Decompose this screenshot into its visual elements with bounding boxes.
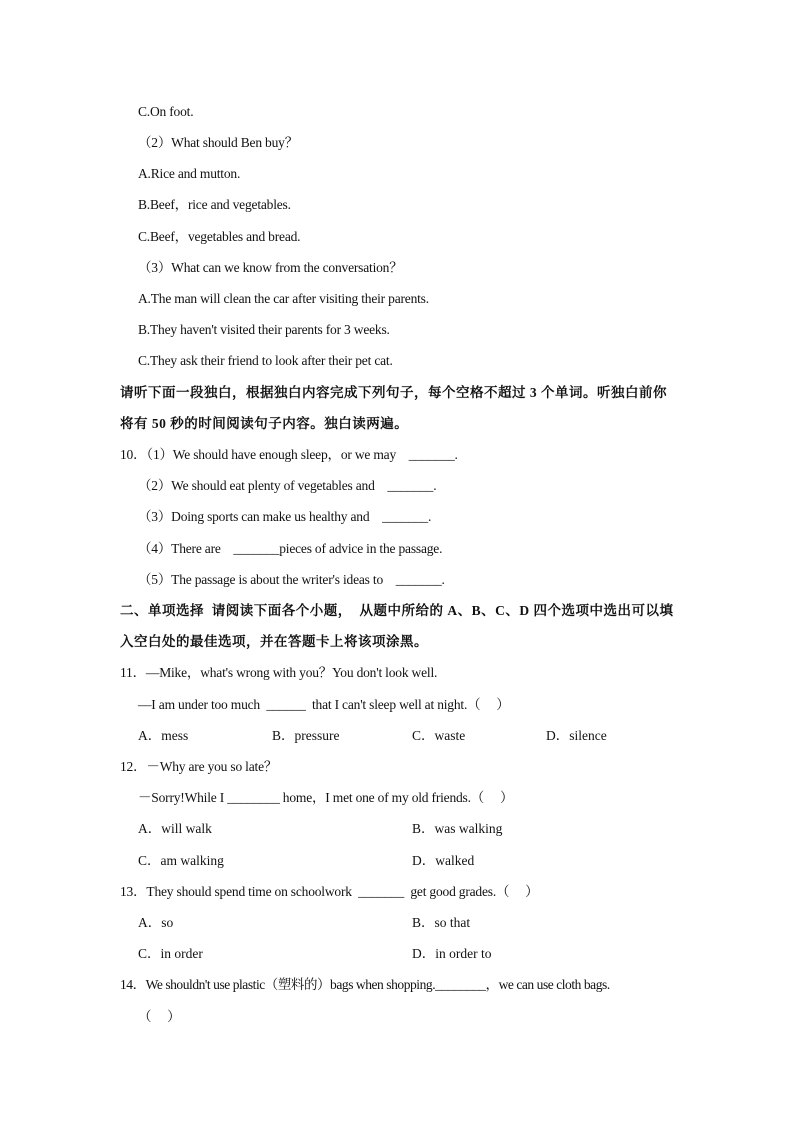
q9-sub3-option-a: A.The man will clean the car after visiting their parents.	[138, 291, 429, 306]
q11-option-a: A．mess	[138, 728, 189, 743]
q9-sub1-option-c: C.On foot.	[138, 104, 194, 119]
section2-instructions-line2: 入空白处的最佳选项，并在答题卡上将该项涂黑。	[120, 634, 428, 649]
q12-option-c: C．am walking	[138, 853, 224, 868]
q9-sub3-option-c: C.They ask their friend to look after their pet cat.	[138, 353, 393, 368]
q9-sub3-option-b: B.They haven't visited their parents for 3 weeks.	[138, 322, 390, 337]
q13-option-c: C．in order	[138, 946, 203, 961]
q10-sentence-5: （5）The passage is about the writer's ideas to _______.	[138, 572, 445, 587]
q14-answer-parentheses: （ ）	[138, 1009, 181, 1024]
q10-sentence-1: 10．（1）We should have enough sleep，or we may _______.	[120, 447, 458, 462]
section2-instructions-line1: 二、单项选择 请阅读下面各个小题， 从题中所给的 A、B、C、D 四个选项中选出可以填	[120, 603, 674, 618]
q10-sentence-2: （2）We should eat plenty of vegetables and _______.	[138, 478, 437, 493]
q12-option-d: D．walked	[412, 853, 475, 868]
q12-option-a: A．will walk	[138, 821, 212, 836]
q12-stem-line1: 12．－Why are you so late？	[120, 759, 278, 774]
q10-sentence-3: （3）Doing sports can make us healthy and _______.	[138, 509, 432, 524]
q9-sub2-option-a: A.Rice and mutton.	[138, 166, 241, 181]
monologue-instructions-line1: 请听下面一段独白，根据独白内容完成下列句子，每个空格不超过 3 个单词。听独白前你	[120, 385, 667, 400]
q11-option-d: D．silence	[546, 728, 607, 743]
q11-option-b: B．pressure	[272, 728, 340, 743]
q11-stem-line1: 11．—Mike，what's wrong with you？You don't look well.	[120, 665, 438, 680]
q9-sub2-question: （2）What should Ben buy？	[138, 135, 299, 150]
q9-sub2-option-c: C.Beef，vegetables and bread.	[138, 229, 301, 244]
q14-stem: 14．We shouldn't use plastic（塑料的）bags when shopping.________，we can use cloth bags.	[120, 977, 610, 992]
q12-stem-line2: －Sorry!While I ________ home，I met one of my old friends.（ ）	[138, 790, 514, 805]
q13-option-b: B．so that	[412, 915, 471, 930]
q12-option-b: B．was walking	[412, 821, 503, 836]
q9-sub3-question: （3）What can we know from the conversation？	[138, 260, 403, 275]
q11-stem-line2: —I am under too much ______ that I can't sleep well at night.（ ）	[138, 697, 510, 712]
q13-option-d: D．in order to	[412, 946, 492, 961]
q13-stem: 13．They should spend time on schoolwork _______ get good grades.（ ）	[120, 884, 539, 899]
q9-sub2-option-b: B.Beef，rice and vegetables.	[138, 197, 291, 212]
q13-option-a: A．so	[138, 915, 174, 930]
q11-option-c: C．waste	[412, 728, 466, 743]
monologue-instructions-line2: 将有 50 秒的时间阅读句子内容。独白读两遍。	[120, 416, 409, 431]
q10-sentence-4: （4）There are _______pieces of advice in the passage.	[138, 541, 443, 556]
